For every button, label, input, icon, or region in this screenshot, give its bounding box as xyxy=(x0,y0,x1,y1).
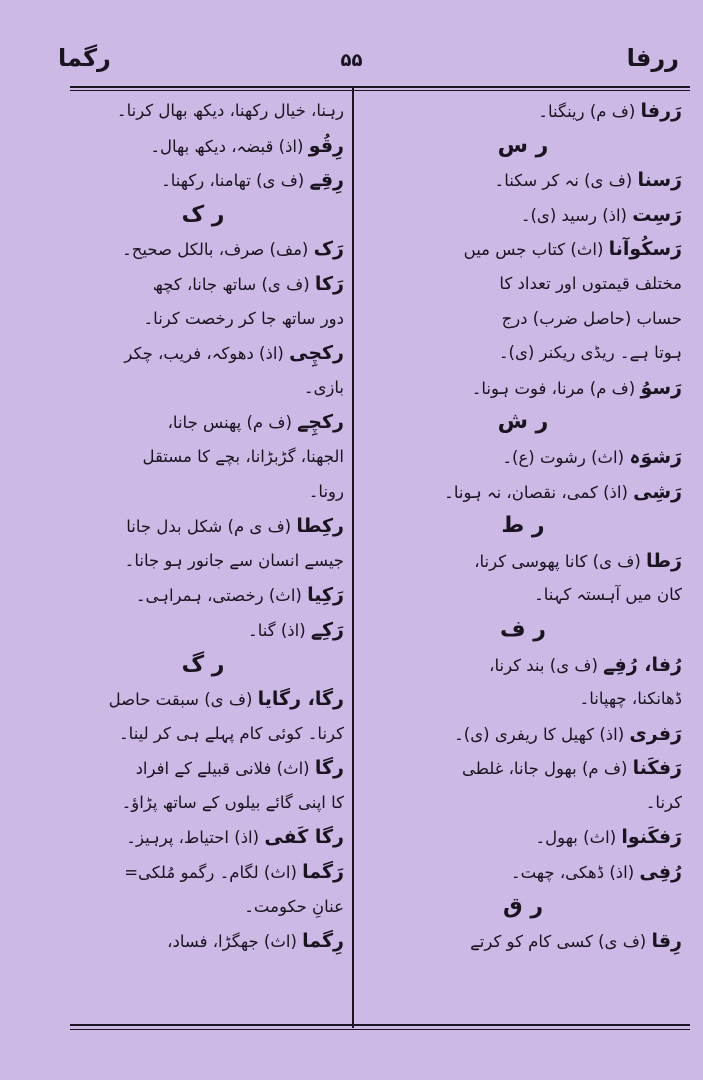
section-heading: ر ش xyxy=(497,409,549,435)
entry-headword: رِقِے xyxy=(309,169,344,192)
entry-definition: (اث) جھگڑا، فساد، xyxy=(167,932,303,952)
dictionary-entry xyxy=(62,578,344,613)
entry-definition: (ف م) مرنا، فوت ہونا۔ xyxy=(471,378,641,398)
continuation-line: دور ساتھ جا کر رخصت کرنا۔ xyxy=(143,308,344,328)
entry-headword: رُفا، رُفِے xyxy=(603,653,682,676)
entry-headword: رَسِت xyxy=(632,203,682,226)
entry-definition: (ف م) بھول جانا، غلطی xyxy=(461,759,633,779)
dictionary-entry xyxy=(62,613,344,648)
dictionary-entry xyxy=(62,232,344,267)
dictionary-entry xyxy=(364,648,682,683)
entry-definition: (ف ی) کانا پھوسی کرنا، xyxy=(474,551,647,571)
dictionary-entry xyxy=(62,820,344,855)
entry-headword: رگا، رگایا xyxy=(257,688,344,711)
dictionary-entry xyxy=(364,371,682,406)
dictionary-entry xyxy=(62,751,344,786)
continuation-line: رونا۔ xyxy=(308,481,344,501)
entry-definition: (اث) بھول۔ xyxy=(535,828,622,848)
dictionary-entry xyxy=(364,820,682,855)
page-number: ۵۵ xyxy=(340,50,363,71)
entry-headword: رِقُو xyxy=(308,134,344,157)
entry-definition: (اث) رخصتی، ہمراہی۔ xyxy=(135,586,308,606)
continuation-line: مختلف قیمتوں اور تعداد کا xyxy=(499,273,682,293)
entry-headword: رَفکَنوا xyxy=(621,826,682,849)
entry-headword: رَفری xyxy=(629,722,682,745)
continuation-line: ڈھانکنا، چھپانا۔ xyxy=(579,689,682,709)
continuation-line: کا اپنی گائے بیلوں کے ساتھ پڑاؤ۔ xyxy=(121,792,344,812)
dictionary-entry xyxy=(364,855,682,890)
entry-definition: (اث) کتاب جس میں xyxy=(463,240,609,260)
entry-definition: (ف ی) سبقت حاصل xyxy=(108,690,258,710)
entry-headword: رگا کَفی xyxy=(264,826,344,849)
entry-definition: (ف ی) کسی کام کو کرتے xyxy=(470,932,652,952)
continuation-line: الجھنا، گڑبڑانا، بچے کا مستقل xyxy=(142,446,344,466)
entry-headword: رَکِے xyxy=(310,618,344,641)
entry-headword: رِقا xyxy=(651,930,682,953)
entry-definition: (ف ی) نہ کر سکنا۔ xyxy=(494,171,638,191)
entry-headword: رکچِے xyxy=(297,411,344,434)
column-divider xyxy=(352,88,354,1028)
entry-definition: (مف) صرف، بالکل صحیح۔ xyxy=(122,240,314,260)
continuation-line: عنانِ حکومت۔ xyxy=(244,896,344,916)
dictionary-entry xyxy=(62,924,344,959)
entry-definition: (ف ی) ساتھ جانا، کچھ xyxy=(152,274,315,294)
section-heading: ر ط xyxy=(501,513,545,539)
continuation-line: کان میں آہستہ کہنا۔ xyxy=(534,585,682,605)
entry-headword: رَشوَہ xyxy=(629,445,682,468)
header-right-word: ررفا xyxy=(626,44,679,72)
dictionary-entry xyxy=(364,544,682,579)
dictionary-entry xyxy=(364,232,682,267)
bottom-rule xyxy=(70,1024,690,1026)
entry-definition: (اث) فلانی قبیلے کے افراد xyxy=(135,759,315,779)
entry-headword: رَرفا xyxy=(640,100,682,122)
entry-definition: (ف م) پھنس جانا، xyxy=(167,413,298,433)
continuation-line: کرنا۔ xyxy=(645,792,682,812)
dictionary-entry xyxy=(62,682,344,717)
entry-headword: رَسوُ xyxy=(640,376,682,399)
section-heading: ر ک xyxy=(181,201,225,227)
dictionary-entry xyxy=(62,405,344,440)
top-rule xyxy=(70,86,690,88)
entry-headword: رَگما xyxy=(302,861,344,884)
dictionary-entry xyxy=(62,855,344,890)
dictionary-entry xyxy=(364,163,682,198)
entry-definition: (ف ی م) شکل بدل جانا xyxy=(126,517,297,537)
bottom-rule-thin xyxy=(70,1029,690,1030)
entry-definition: (اذ) احتیاط، پرہیز۔ xyxy=(126,828,265,848)
entry-definition: (ف م) رینگنا۔ xyxy=(538,102,641,121)
entry-headword: رکِطا xyxy=(296,515,344,538)
entry-definition: (ف ی) بند کرنا، xyxy=(489,655,604,675)
dictionary-entry xyxy=(62,129,344,164)
dictionary-entry xyxy=(364,94,682,129)
section-heading: ر ف xyxy=(500,616,546,642)
top-rule-thin xyxy=(70,90,690,91)
entry-headword: رَک xyxy=(313,238,344,261)
dictionary-entry xyxy=(62,336,344,371)
continuation-line: جیسے انسان سے جانور ہو جانا۔ xyxy=(124,550,344,570)
entry-definition: (اث) لگام۔ رگمو مُلکی= xyxy=(124,863,303,883)
entry-headword: رکچِی xyxy=(289,342,344,365)
dictionary-entry xyxy=(364,924,682,959)
continuation-line: حساب (حاصل ضرب) درج xyxy=(501,308,682,328)
entry-definition: (اذ) قبضہ، دیکھ بھال۔ xyxy=(150,136,309,156)
dictionary-entry xyxy=(62,267,344,302)
left-column xyxy=(62,94,344,959)
entry-headword: رِگما xyxy=(302,930,344,953)
entry-headword: رَکا xyxy=(314,272,344,295)
section-heading: ر گ xyxy=(181,651,225,677)
dictionary-entry xyxy=(364,475,682,510)
entry-headword: رَسکُوآنا xyxy=(608,238,682,261)
entry-definition: (اذ) دھوکہ، فریب، چکر xyxy=(124,344,290,364)
entry-headword: رَفکَنا xyxy=(632,757,682,780)
entry-definition: (اذ) ڈھکی، چھت۔ xyxy=(510,863,640,883)
entry-definition: (ف ی) تھامنا، رکھنا۔ xyxy=(161,171,310,191)
right-column xyxy=(364,94,682,959)
entry-headword: رگا xyxy=(314,757,344,780)
entry-definition: (اث) رشوت (ع)۔ xyxy=(502,447,630,467)
section-heading: ر س xyxy=(497,132,549,158)
dictionary-entry xyxy=(364,440,682,475)
entry-headword: رَشِی xyxy=(633,480,682,503)
entry-definition: (اذ) گنا۔ xyxy=(248,620,311,640)
continuation-line: رہنا، خیال رکھنا، دیکھ بھال کرنا۔ xyxy=(116,101,344,120)
continuation-line: کرنا۔ کوئی کام پہلے ہی کر لینا۔ xyxy=(119,723,344,743)
dictionary-entry xyxy=(364,717,682,752)
dictionary-entry xyxy=(62,163,344,198)
entry-headword: رُفِی xyxy=(639,861,682,884)
dictionary-entry xyxy=(364,751,682,786)
dictionary-entry xyxy=(364,198,682,233)
header-left-word: رگما xyxy=(58,44,111,72)
entry-headword: رَطا xyxy=(646,549,682,572)
entry-definition: (اذ) کھیل کا ریفری (ی)۔ xyxy=(454,724,630,744)
continuation-line: ہوتا ہے۔ ریڈی ریکنر (ی)۔ xyxy=(498,343,682,363)
entry-headword: رَسنا xyxy=(637,169,682,192)
section-heading: ر ق xyxy=(503,893,543,919)
entry-headword: رَکِیا xyxy=(307,584,344,607)
continuation-line: بازی۔ xyxy=(303,377,344,397)
dictionary-entry xyxy=(62,509,344,544)
entry-definition: (اذ) رسید (ی)۔ xyxy=(520,205,633,225)
entry-definition: (اذ) کمی، نقصان، نہ ہونا۔ xyxy=(444,482,634,502)
